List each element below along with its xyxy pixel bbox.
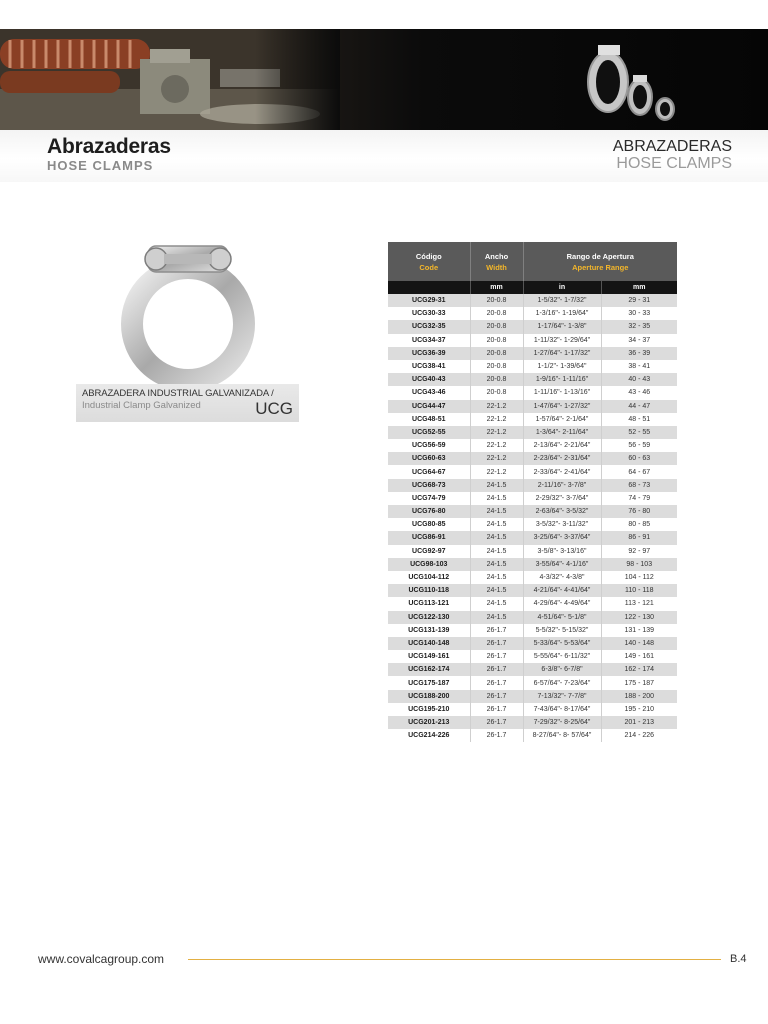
section-title-english: HOSE CLAMPS	[616, 155, 732, 172]
table-row	[388, 334, 677, 347]
col-width-en: Width	[486, 262, 507, 272]
cell-range-mm: 175 - 187	[601, 676, 677, 689]
table-row	[388, 690, 677, 703]
unit-range-in: in	[523, 281, 601, 294]
cell-range-in: 2-11/16"- 3-7/8"	[523, 479, 601, 492]
cell-range-mm: 43 - 46	[601, 386, 677, 399]
table-header-row	[388, 242, 677, 281]
table-row	[388, 294, 677, 307]
cell-range-mm: 60 - 63	[601, 452, 677, 465]
cell-range-in: 5-5/32"- 5-15/32"	[523, 624, 601, 637]
cell-range-in: 2-13/64"- 2-21/64"	[523, 439, 601, 452]
cell-code: UCG98-103	[388, 558, 470, 571]
cell-width: 26-1.7	[470, 703, 523, 716]
cell-range-mm: 131 - 139	[601, 624, 677, 637]
cell-range-in: 3-55/64"- 4-1/16"	[523, 558, 601, 571]
table-row	[388, 452, 677, 465]
cell-width: 24-1.5	[470, 492, 523, 505]
cell-width: 20-0.8	[470, 347, 523, 360]
cell-code: UCG34-37	[388, 334, 470, 347]
cell-width: 20-0.8	[470, 334, 523, 347]
table-row	[388, 426, 677, 439]
cell-code: UCG214-226	[388, 729, 470, 742]
cell-range-in: 3-5/8"- 3-13/16"	[523, 545, 601, 558]
cell-width: 26-1.7	[470, 729, 523, 742]
col-code-en: Code	[419, 262, 439, 272]
cell-range-in: 1-3/64"- 2-11/64"	[523, 426, 601, 439]
cell-width: 24-1.5	[470, 584, 523, 597]
cell-width: 26-1.7	[470, 637, 523, 650]
table-row	[388, 413, 677, 426]
table-row	[388, 571, 677, 584]
col-width-header	[470, 242, 523, 281]
table-row	[388, 505, 677, 518]
cell-range-mm: 149 - 161	[601, 650, 677, 663]
col-width-es: Ancho	[484, 251, 509, 261]
cell-range-in: 7-43/64"- 8-17/64"	[523, 703, 601, 716]
cell-range-in: 1-27/64"- 1-17/32"	[523, 347, 601, 360]
cell-range-in: 8-27/64"- 8- 57/64"	[523, 729, 601, 742]
cell-range-in: 1-1/2"- 1-39/64"	[523, 360, 601, 373]
cell-range-mm: 38 - 41	[601, 360, 677, 373]
product-code: UCG	[255, 399, 293, 418]
col-range-header	[523, 242, 677, 281]
hose-clamp-products-icon	[580, 37, 700, 127]
product-caption	[76, 384, 299, 422]
cell-range-in: 1-11/16"- 1-13/16"	[523, 386, 601, 399]
cell-range-mm: 34 - 37	[601, 334, 677, 347]
cell-width: 24-1.5	[470, 505, 523, 518]
table-row	[388, 663, 677, 676]
col-range-es: Rango de Apertura	[566, 251, 634, 261]
cell-width: 26-1.7	[470, 716, 523, 729]
cell-code: UCG110-118	[388, 584, 470, 597]
cell-code: UCG140-148	[388, 637, 470, 650]
cell-width: 22-1.2	[470, 413, 523, 426]
cell-range-in: 4-29/64"- 4-49/64"	[523, 597, 601, 610]
cell-width: 20-0.8	[470, 294, 523, 307]
cell-code: UCG30-33	[388, 307, 470, 320]
galvanized-clamp-photo-icon	[118, 238, 258, 384]
cell-width: 24-1.5	[470, 479, 523, 492]
cell-range-mm: 122 - 130	[601, 611, 677, 624]
cell-range-in: 5-55/64"- 6-11/32"	[523, 650, 601, 663]
cell-code: UCG86-91	[388, 531, 470, 544]
cell-range-in: 6-3/8"- 6-7/8"	[523, 663, 601, 676]
cell-code: UCG162-174	[388, 663, 470, 676]
industrial-hose-scene-icon	[0, 29, 340, 130]
cell-width: 22-1.2	[470, 465, 523, 478]
cell-code: UCG44-47	[388, 400, 470, 413]
cell-range-in: 4-3/32"- 4-3/8"	[523, 571, 601, 584]
unit-range-mm: mm	[601, 281, 677, 294]
cell-width: 26-1.7	[470, 690, 523, 703]
cell-range-mm: 52 - 55	[601, 426, 677, 439]
cell-range-mm: 195 - 210	[601, 703, 677, 716]
spec-table	[388, 242, 677, 742]
table-row	[388, 558, 677, 571]
table-row	[388, 373, 677, 386]
product-card	[76, 238, 299, 422]
cell-code: UCG104-112	[388, 571, 470, 584]
cell-code: UCG92-97	[388, 545, 470, 558]
cell-width: 22-1.2	[470, 400, 523, 413]
table-row	[388, 347, 677, 360]
section-title	[613, 138, 732, 172]
cell-range-mm: 104 - 112	[601, 571, 677, 584]
table-row	[388, 676, 677, 689]
cell-range-in: 1-3/16"- 1-19/64"	[523, 307, 601, 320]
cell-range-in: 5-33/64"- 5-53/64"	[523, 637, 601, 650]
cell-width: 26-1.7	[470, 676, 523, 689]
table-row	[388, 360, 677, 373]
cell-code: UCG68-73	[388, 479, 470, 492]
section-title-spanish: ABRAZADERAS	[612, 138, 732, 155]
cell-code: UCG60-63	[388, 452, 470, 465]
cell-code: UCG64-67	[388, 465, 470, 478]
table-row	[388, 465, 677, 478]
cell-range-mm: 56 - 59	[601, 439, 677, 452]
table-row	[388, 400, 677, 413]
cell-code: UCG175-187	[388, 676, 470, 689]
cell-code: UCG29-31	[388, 294, 470, 307]
title-spanish: Abrazaderas	[47, 135, 171, 158]
cell-range-mm: 64 - 67	[601, 465, 677, 478]
cell-range-in: 1-5/32"- 1-7/32"	[523, 294, 601, 307]
cell-width: 24-1.5	[470, 558, 523, 571]
cell-width: 22-1.2	[470, 452, 523, 465]
col-code-header	[388, 242, 470, 281]
table-row	[388, 611, 677, 624]
cell-code: UCG52-55	[388, 426, 470, 439]
cell-range-mm: 214 - 226	[601, 729, 677, 742]
cell-range-in: 4-21/64"- 4-41/64"	[523, 584, 601, 597]
cell-range-mm: 113 - 121	[601, 597, 677, 610]
cell-range-mm: 92 - 97	[601, 545, 677, 558]
unit-blank	[388, 281, 470, 294]
page-number: B.4	[730, 953, 747, 965]
cell-width: 20-0.8	[470, 307, 523, 320]
cell-width: 24-1.5	[470, 571, 523, 584]
col-code-es: Código	[415, 251, 442, 261]
cell-range-in: 3-25/64"- 3-37/64"	[523, 531, 601, 544]
cell-range-mm: 110 - 118	[601, 584, 677, 597]
cell-range-in: 1-11/32"- 1-29/64"	[523, 334, 601, 347]
page-title	[47, 136, 171, 173]
cell-width: 20-0.8	[470, 320, 523, 333]
cell-range-mm: 140 - 148	[601, 637, 677, 650]
cell-range-mm: 32 - 35	[601, 320, 677, 333]
table-row	[388, 320, 677, 333]
cell-range-in: 1-57/64"- 2-1/64"	[523, 413, 601, 426]
cell-code: UCG36-39	[388, 347, 470, 360]
table-body	[388, 294, 677, 742]
table-row	[388, 531, 677, 544]
cell-range-mm: 44 - 47	[601, 400, 677, 413]
cell-range-mm: 68 - 73	[601, 479, 677, 492]
cell-range-in: 2-29/32"- 3-7/64"	[523, 492, 601, 505]
cell-code: UCG131-139	[388, 624, 470, 637]
cell-code: UCG188-200	[388, 690, 470, 703]
cell-width: 24-1.5	[470, 531, 523, 544]
cell-code: UCG113-121	[388, 597, 470, 610]
cell-range-mm: 74 - 79	[601, 492, 677, 505]
cell-code: UCG56-59	[388, 439, 470, 452]
cell-width: 24-1.5	[470, 611, 523, 624]
cell-range-in: 1-9/16"- 1-11/16"	[523, 373, 601, 386]
cell-range-mm: 98 - 103	[601, 558, 677, 571]
footer-url[interactable]: www.covalcagroup.com	[38, 952, 165, 966]
cell-width: 24-1.5	[470, 518, 523, 531]
cell-range-mm: 29 - 31	[601, 294, 677, 307]
table-row	[388, 729, 677, 742]
cell-range-mm: 40 - 43	[601, 373, 677, 386]
col-range-en: Aperture Range	[572, 262, 629, 272]
cell-code: UCG43-46	[388, 386, 470, 399]
cell-code: UCG76-80	[388, 505, 470, 518]
cell-code: UCG40-43	[388, 373, 470, 386]
cell-width: 22-1.2	[470, 439, 523, 452]
cell-range-in: 2-33/64"- 2-41/64"	[523, 465, 601, 478]
cell-width: 20-0.8	[470, 386, 523, 399]
footer-divider	[188, 959, 721, 960]
cell-range-mm: 36 - 39	[601, 347, 677, 360]
cell-range-in: 7-13/32"- 7-7/8"	[523, 690, 601, 703]
table-row	[388, 624, 677, 637]
cell-range-in: 6-57/64"- 7-23/64"	[523, 676, 601, 689]
cell-code: UCG48-51	[388, 413, 470, 426]
cell-code: UCG80-85	[388, 518, 470, 531]
cell-width: 26-1.7	[470, 650, 523, 663]
cell-range-in: 3-5/32"- 3-11/32"	[523, 518, 601, 531]
cell-code: UCG38-41	[388, 360, 470, 373]
cell-width: 22-1.2	[470, 426, 523, 439]
cell-range-mm: 48 - 51	[601, 413, 677, 426]
cell-range-mm: 30 - 33	[601, 307, 677, 320]
cell-range-mm: 162 - 174	[601, 663, 677, 676]
cell-width: 24-1.5	[470, 597, 523, 610]
cell-range-mm: 86 - 91	[601, 531, 677, 544]
unit-width-mm: mm	[470, 281, 523, 294]
title-english: HOSE CLAMPS	[47, 158, 154, 173]
header-banner	[0, 29, 768, 130]
cell-range-mm: 201 - 213	[601, 716, 677, 729]
cell-code: UCG32-35	[388, 320, 470, 333]
table-row	[388, 716, 677, 729]
cell-width: 24-1.5	[470, 545, 523, 558]
table-row	[388, 479, 677, 492]
cell-range-in: 2-63/64"- 3-5/32"	[523, 505, 601, 518]
cell-width: 26-1.7	[470, 624, 523, 637]
table-row	[388, 650, 677, 663]
table-row	[388, 518, 677, 531]
cell-code: UCG74-79	[388, 492, 470, 505]
cell-range-mm: 76 - 80	[601, 505, 677, 518]
cell-code: UCG122-130	[388, 611, 470, 624]
table-row	[388, 637, 677, 650]
cell-range-in: 1-47/64"- 1-27/32"	[523, 400, 601, 413]
cell-code: UCG149-161	[388, 650, 470, 663]
product-name-spanish: ABRAZADERA INDUSTRIAL GALVANIZADA /	[82, 388, 274, 399]
cell-width: 26-1.7	[470, 663, 523, 676]
cell-range-in: 7-29/32"- 8-25/64"	[523, 716, 601, 729]
table-row	[388, 492, 677, 505]
table-row	[388, 545, 677, 558]
cell-range-in: 4-51/64"- 5-1/8"	[523, 611, 601, 624]
cell-range-mm: 80 - 85	[601, 518, 677, 531]
table-row	[388, 703, 677, 716]
table-row	[388, 439, 677, 452]
table-units-row	[388, 281, 677, 294]
product-name-english: Industrial Clamp Galvanized	[82, 400, 201, 411]
cell-width: 20-0.8	[470, 360, 523, 373]
cell-range-mm: 188 - 200	[601, 690, 677, 703]
table-row	[388, 307, 677, 320]
cell-width: 20-0.8	[470, 373, 523, 386]
table-row	[388, 386, 677, 399]
cell-code: UCG201-213	[388, 716, 470, 729]
table-row	[388, 584, 677, 597]
cell-code: UCG195-210	[388, 703, 470, 716]
table-row	[388, 597, 677, 610]
cell-range-in: 2-23/64"- 2-31/64"	[523, 452, 601, 465]
cell-range-in: 1-17/64"- 1-3/8"	[523, 320, 601, 333]
